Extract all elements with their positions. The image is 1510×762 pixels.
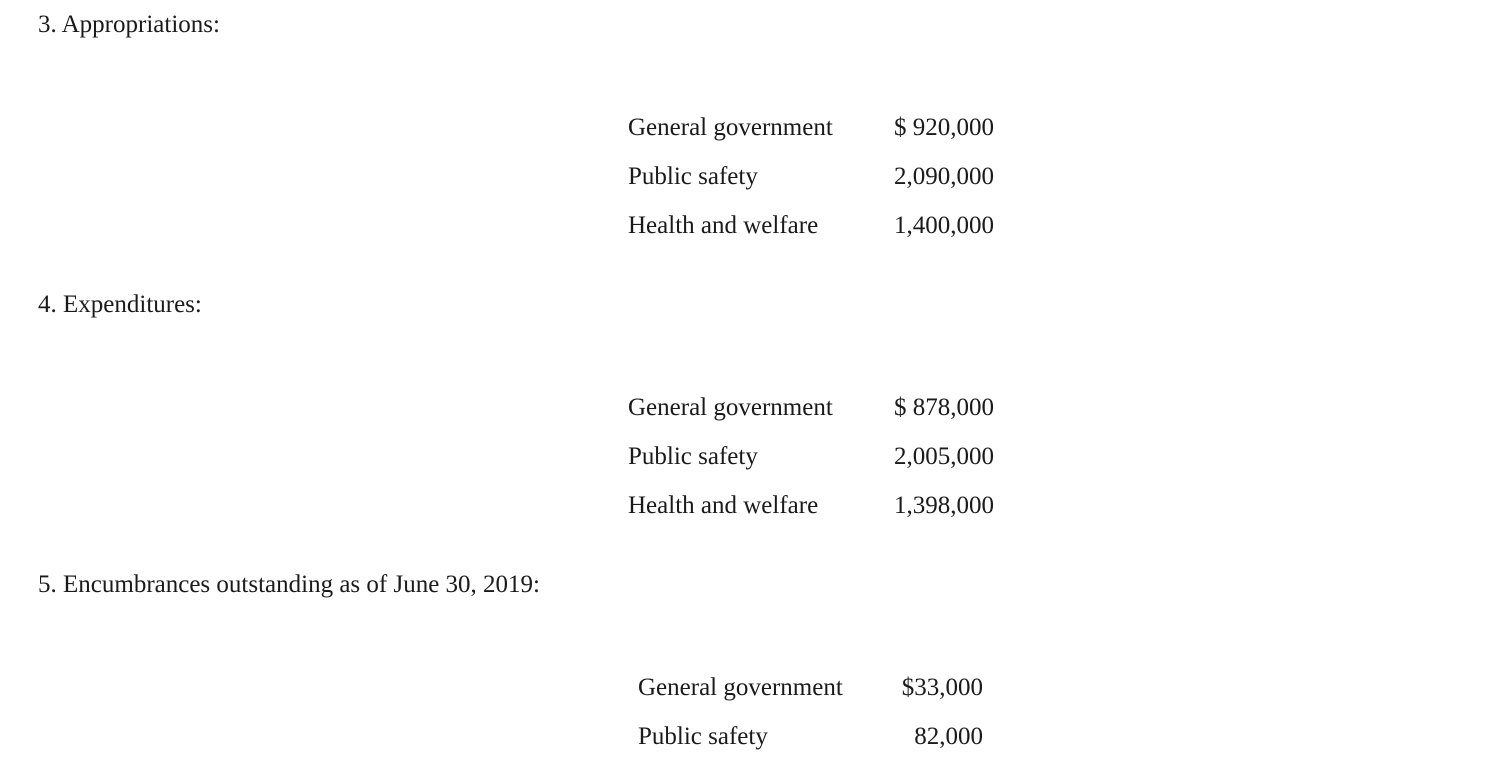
expenditures-table xyxy=(628,383,994,530)
row-amount: $33,000 xyxy=(901,674,983,701)
table-row xyxy=(628,152,994,201)
row-amount: 82,000 xyxy=(914,723,983,750)
appropriations-table xyxy=(628,103,994,250)
table-row xyxy=(638,663,983,712)
row-label: General government xyxy=(628,114,833,141)
table-row xyxy=(628,383,994,432)
row-amount: $ 878,000 xyxy=(894,394,994,421)
row-label: Health and welfare xyxy=(628,212,819,239)
row-amount: 2,005,000 xyxy=(894,443,994,470)
table-row xyxy=(628,432,994,481)
section-heading-expenditures: 4. Expenditures: xyxy=(38,291,202,318)
row-label: Public safety xyxy=(638,723,768,750)
row-label: General government xyxy=(628,394,833,421)
row-label: General government xyxy=(638,674,843,701)
row-amount: 1,400,000 xyxy=(894,212,994,239)
table-row xyxy=(628,103,994,152)
table-row xyxy=(628,481,994,530)
row-label: Health and welfare xyxy=(628,492,819,519)
section-heading-encumbrances: 5. Encumbrances outstanding as of June 30, 2019: xyxy=(38,571,540,598)
row-amount: $ 920,000 xyxy=(894,114,994,141)
encumbrances-table xyxy=(638,663,983,761)
row-label: Public safety xyxy=(628,443,758,470)
table-row xyxy=(628,201,994,250)
row-amount: 2,090,000 xyxy=(894,163,994,190)
row-label: Public safety xyxy=(628,163,758,190)
row-amount: 1,398,000 xyxy=(894,492,994,519)
section-heading-appropriations: 3. Appropriations: xyxy=(38,11,220,38)
table-row xyxy=(638,712,983,761)
